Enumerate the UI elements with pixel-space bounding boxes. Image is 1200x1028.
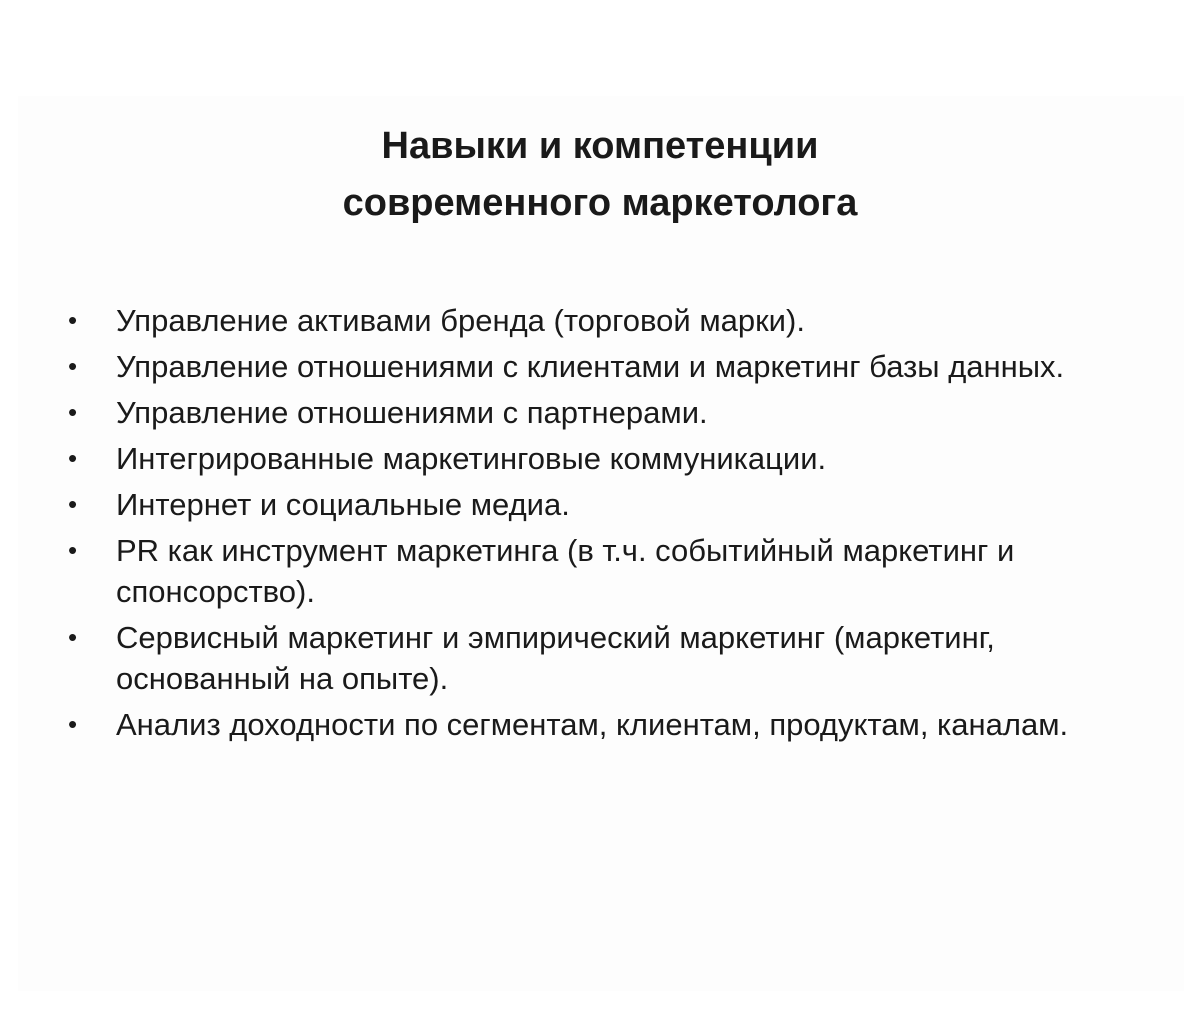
bullet-item bbox=[66, 530, 1126, 612]
bullet-item bbox=[66, 484, 1126, 525]
bullet-dot-icon: • bbox=[68, 305, 78, 335]
bullet-dot-icon: • bbox=[68, 535, 78, 565]
bullet-item bbox=[66, 392, 1126, 433]
bullet-text: Управление активами бренда (торговой марки). bbox=[116, 303, 805, 338]
bullet-text: PR как инструмент маркетинга (в т.ч. событийный маркетинг и спонсорство). bbox=[116, 533, 1015, 609]
bullet-text: Управление отношениями с клиентами и маркетинг базы данных. bbox=[116, 349, 1065, 384]
bullet-dot-icon: • bbox=[68, 351, 78, 381]
bullet-item bbox=[66, 300, 1126, 341]
bullet-text: Управление отношениями с партнерами. bbox=[116, 395, 708, 430]
bullet-dot-icon: • bbox=[68, 709, 78, 739]
bullet-dot-icon: • bbox=[68, 443, 78, 473]
bullet-item bbox=[66, 617, 1126, 699]
bullet-item bbox=[66, 438, 1126, 479]
slide-title-line-2: современного маркетолога bbox=[342, 182, 858, 224]
bullet-text: Анализ доходности по сегментам, клиентам, продуктам, каналам. bbox=[116, 707, 1069, 742]
bullet-item bbox=[66, 704, 1126, 745]
bullet-list bbox=[66, 300, 1126, 750]
slide-title bbox=[0, 118, 1200, 232]
bullet-dot-icon: • bbox=[68, 397, 78, 427]
bullet-text: Интегрированные маркетинговые коммуникации. bbox=[116, 441, 827, 476]
bullet-text: Сервисный маркетинг и эмпирический маркетинг (маркетинг, основанный на опыте). bbox=[116, 620, 995, 696]
bullet-text: Интернет и социальные медиа. bbox=[116, 487, 570, 522]
bullet-dot-icon: • bbox=[68, 622, 78, 652]
slide-title-line-1: Навыки и компетенции bbox=[381, 125, 819, 167]
bullet-item bbox=[66, 346, 1126, 387]
bullet-dot-icon: • bbox=[68, 489, 78, 519]
